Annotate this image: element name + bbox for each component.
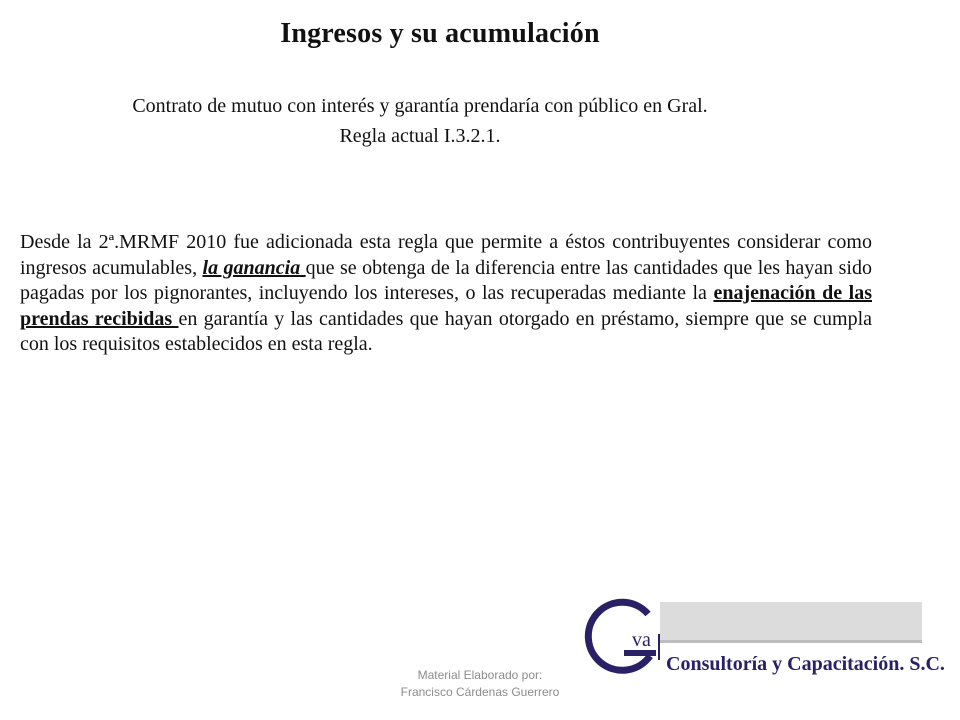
logo-top-band: [660, 602, 922, 640]
body-text-part-3: en garantía y las cantidades que hayan otorgado en préstamo, siempre que se cumpla con los requisitos establecidos en esta regla.: [20, 307, 872, 356]
slide-subtitle: Contrato de mutuo con interés y garantía prendaría con público en Gral.: [132, 95, 708, 117]
emphasis-enajenacion: enajenación de las prendas recibidas: [20, 282, 873, 330]
credit-line-2: Francisco Cárdenas Guerrero: [400, 685, 560, 699]
body-text-part-1: Desde la 2ª.MRMF 2010 fue adicionada esta regla que permite a éstos contribuyentes considerar como ingresos acumulables,: [20, 231, 872, 279]
logo-divider: [658, 634, 660, 660]
emphasis-ganancia: la ganancia: [202, 256, 306, 279]
slide-title: Ingresos y su acumulación: [280, 18, 600, 49]
company-name: Consultoría y Capacitación. S.C.: [666, 653, 945, 675]
body-text-part-2: que se obtenga de la diferencia entre las cantidades que les hayan sido pagadas por los pignorantes, incluyendo los intereses, o las recuperadas mediante la: [20, 256, 872, 305]
logo-monogram: va: [632, 629, 651, 651]
author-credit: [370, 667, 590, 701]
credit-line-1: Material Elaborado por:: [417, 668, 543, 682]
body-paragraph: [20, 230, 872, 358]
company-logo: [580, 598, 945, 688]
logo-band-edge: [660, 640, 922, 643]
rule-reference: Regla actual I.3.2.1.: [339, 125, 501, 147]
